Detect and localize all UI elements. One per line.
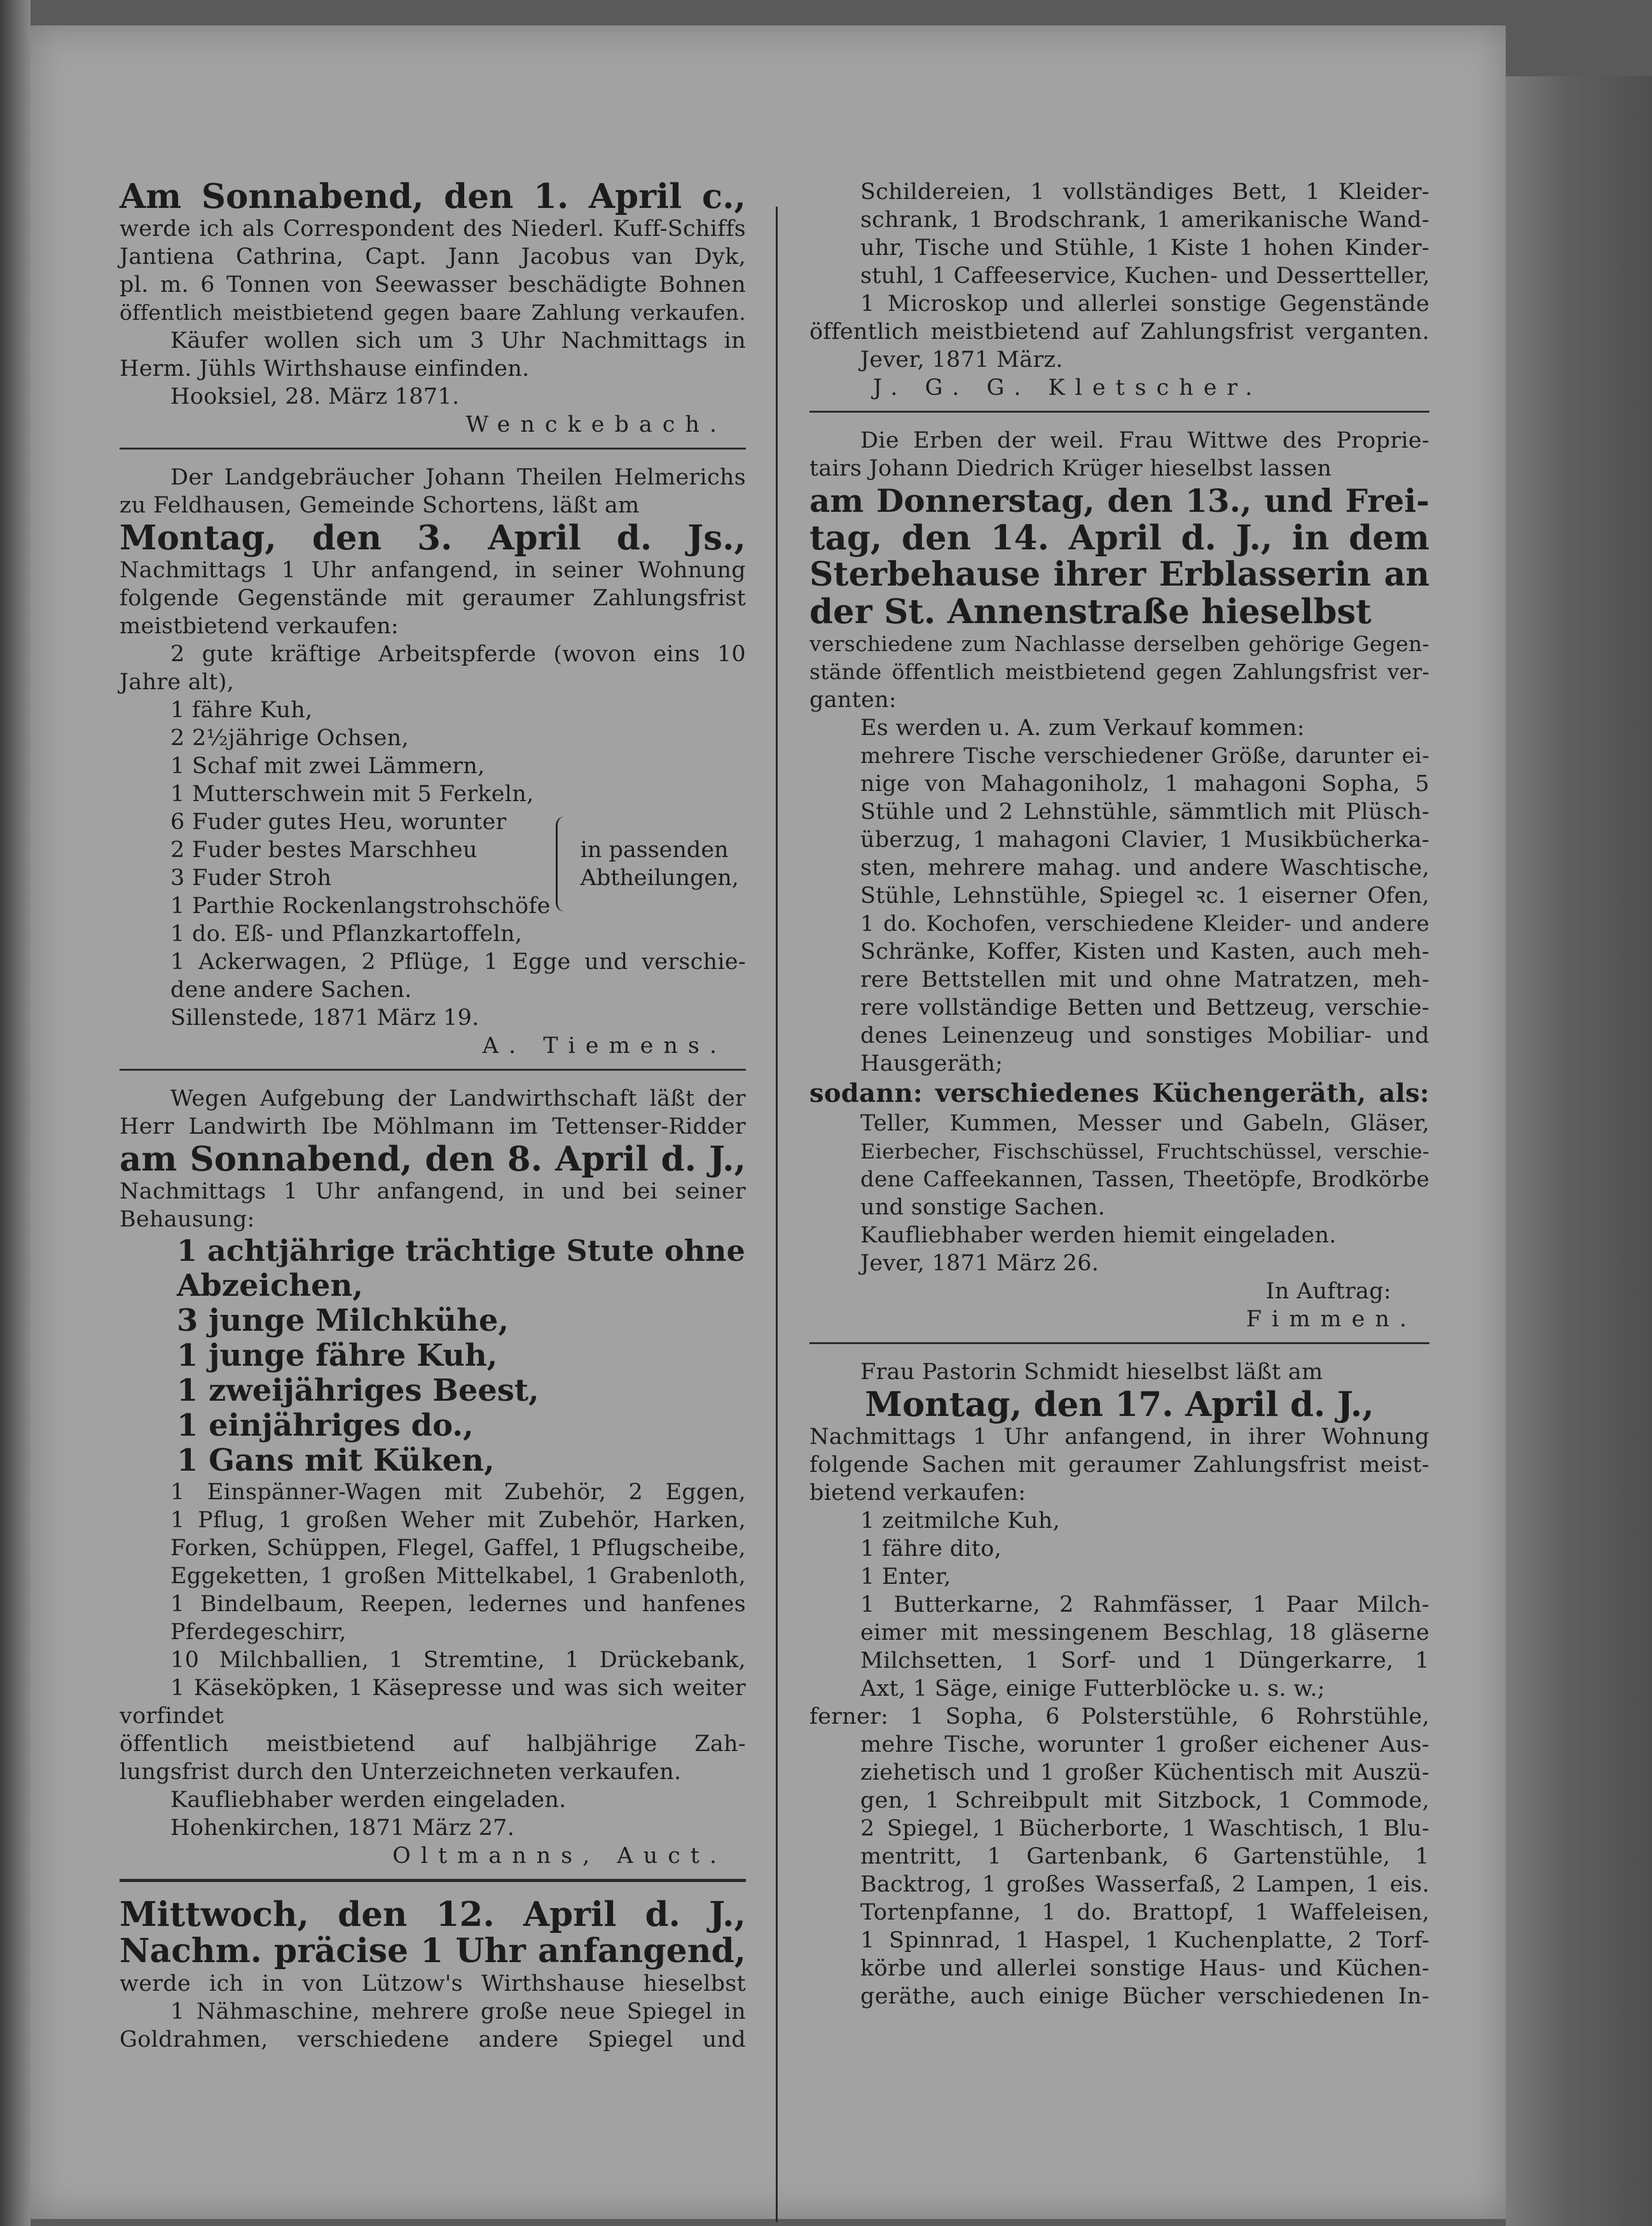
list-item: eimer mit messingenem Beschlag, 18 gläserne	[860, 1620, 1429, 1645]
ad-april-3	[120, 464, 746, 1071]
place-date: Sillenstede, 1871 März 19.	[170, 1005, 479, 1031]
list-item: 1 do. Eß- und Pflanzkartoffeln,	[170, 921, 523, 947]
signature: Oltmanns, Auct.	[392, 1843, 727, 1869]
text-line: uhr, Tische und Stühle, 1 Kiste 1 hohen Kinder-	[860, 235, 1429, 261]
list-item: rere vollständige Betten und Bettzeug, verschie-	[860, 995, 1429, 1020]
left-column	[120, 178, 746, 2054]
ad-headline: Am Sonnabend, den 1. April c.,	[120, 177, 746, 216]
list-item: 6 Fuder gutes Heu, worunter	[170, 809, 507, 835]
text-line: 1 Microskop und allerlei sonstige Gegenstände	[860, 291, 1429, 317]
list-item: und sonstige Sachen.	[860, 1195, 1106, 1220]
text-line: Der Landgebräucher Johann Theilen Helmerichs	[170, 465, 746, 490]
place-date: Jever, 1871 März 26.	[860, 1251, 1099, 1276]
list-item: 1 do. Kochofen, verschiedene Kleider- und andere	[860, 911, 1429, 937]
bold-item: 1 Gans mit Küken,	[177, 1443, 495, 1478]
text-line: folgende Sachen mit geraumer Zahlungsfrist meist-	[809, 1452, 1429, 1478]
list-item: Pferdegeschirr,	[170, 1619, 347, 1645]
list-item: Milchsetten, 1 Sorf- und 1 Düngerkarre, 1	[860, 1648, 1429, 1673]
page-edge	[1506, 76, 1652, 2226]
text-line: werde ich in von Lützow's Wirthshause hieselbst	[120, 1971, 746, 1996]
list-item: 1 Enter,	[860, 1564, 951, 1590]
list-item: 1 Käseköpken, 1 Käsepresse und was sich weiter	[170, 1675, 746, 1701]
bold-item: Abzeichen,	[177, 1268, 364, 1303]
list-item: 1 Ackerwagen, 2 Pflüge, 1 Egge und verschie-	[170, 949, 746, 975]
text-line: Es werden u. A. zum Verkauf kommen:	[860, 715, 1305, 741]
text-line: tairs Johann Diedrich Krüger hieselbst lassen	[809, 456, 1332, 481]
brace-note: Abtheilungen,	[580, 865, 739, 891]
bold-item: 1 zweijähriges Beest,	[177, 1373, 539, 1408]
ad-headline: Montag, den 3. April d. Js.,	[120, 518, 746, 558]
column-divider	[776, 207, 778, 2222]
ad-headline: am Sonnabend, den 8. April d. J.,	[120, 1139, 746, 1179]
ad-separator	[120, 448, 746, 450]
list-item: dene andere Sachen.	[170, 977, 412, 1003]
text-line: Jantiena Cathrina, Capt. Jann Jacobus van Dyk,	[120, 244, 746, 270]
text-line: Behausung:	[120, 1207, 255, 1232]
place-date: Hooksiel, 28. März 1871.	[170, 384, 460, 409]
list-item: 1 Bindelbaum, Reepen, ledernes und hanfenes	[170, 1591, 746, 1617]
list-item: Stühle und 2 Lehnstühle, sämmtlich mit Plüsch-	[860, 799, 1429, 825]
text-line: Nachmittags 1 Uhr anfangend, in ihrer Wohnung	[809, 1424, 1429, 1450]
text-line: Wegen Aufgebung der Landwirthschaft läßt der	[170, 1086, 746, 1111]
text-line: folgende Gegenstände mit geraumer Zahlungsfrist	[120, 586, 746, 611]
place-date: Jever, 1871 März.	[860, 347, 1063, 373]
list-item: Schränke, Koffer, Kisten und Kasten, auch meh-	[860, 939, 1429, 965]
list-item: 1 fähre Kuh,	[170, 697, 313, 723]
text-line: Herm. Jühls Wirthshause einfinden.	[120, 356, 530, 381]
list-item: 2 gute kräftige Arbeitspferde (wovon eins 10	[170, 642, 746, 667]
list-item: 2 Fuder bestes Marschheu	[170, 837, 478, 863]
text-line: schrank, 1 Brodschrank, 1 amerikanische Wand-	[860, 207, 1429, 233]
text-line: Nachmittags 1 Uhr anfangend, in seiner Wohnung	[120, 558, 746, 583]
ad-april-8	[120, 1085, 746, 1882]
ad-headline: Mittwoch, den 12. April d. J.,	[120, 1895, 746, 1934]
ad-separator	[120, 1069, 746, 1071]
list-item: 10 Milchballien, 1 Stremtine, 1 Drückebank,	[170, 1647, 746, 1673]
list-item: 2 Spiegel, 1 Bücherborte, 1 Waschtisch, 1 Blu-	[860, 1816, 1429, 1841]
list-item: sten, mehrere mahag. und andere Waschtische,	[860, 855, 1429, 881]
ad-headline: am Donnerstag, den 13., und Frei-	[809, 482, 1429, 519]
ad-april-13-14	[809, 427, 1429, 1344]
text-line: Die Erben der weil. Frau Wittwe des Proprie-	[860, 428, 1429, 453]
list-item: 1 Butterkarne, 2 Rahmfässer, 1 Paar Milch-	[860, 1592, 1429, 1618]
text-line: meistbietend verkaufen:	[120, 614, 399, 639]
list-item: 1 zeitmilche Kuh,	[860, 1508, 1061, 1534]
text-line: öffentlich meistbietend auf halbjährige Zah-	[120, 1731, 746, 1757]
text-line: Nachmittags 1 Uhr anfangend, in und bei seiner	[120, 1179, 746, 1204]
text-line: Schildereien, 1 vollständiges Bett, 1 Kleider-	[860, 179, 1429, 205]
subhead: sodann: verschiedenes Küchengeräth, als:	[809, 1078, 1429, 1108]
text-line: pl. m. 6 Tonnen von Seewasser beschädigte Bohnen	[120, 272, 746, 298]
ad-headline: Montag, den 17. April d. J.,	[865, 1385, 1374, 1424]
list-item: vorfindet	[120, 1703, 224, 1729]
text-line: öffentlich meistbietend auf Zahlungsfrist verganten.	[809, 319, 1429, 345]
braced-group	[120, 808, 746, 920]
text-line: öffentlich meistbietend gegen baare Zahlung verkaufen.	[120, 300, 746, 325]
list-item: ziehetisch und 1 großer Küchentisch mit Auszü-	[860, 1760, 1429, 1785]
list-item: Jahre alt),	[120, 670, 235, 695]
list-item: 1 fähre dito,	[860, 1536, 1002, 1562]
bold-item: 1 achtjährige trächtige Stute ohne	[177, 1233, 745, 1268]
list-item: mehre Tische, worunter 1 großer eichener Aus-	[860, 1732, 1429, 1757]
list-item: mehrere Tische verschiedener Größe, darunter ei-	[860, 743, 1429, 769]
text-line: stände öffentlich meistbietend gegen Zahlungsfrist ver-	[809, 659, 1429, 684]
list-item: dene Caffeekannen, Tassen, Theetöpfe, Brodkörbe	[860, 1167, 1429, 1192]
list-item: gen, 1 Schreibpult mit Sitzbock, 1 Commode,	[860, 1788, 1429, 1813]
book-spine	[0, 0, 31, 2226]
list-item: Eggeketten, 1 großen Mittelkabel, 1 Grabenloth,	[170, 1563, 746, 1589]
ad-april-17	[809, 1358, 1429, 2010]
ad-separator	[809, 411, 1429, 413]
ad-headline: Sterbehause ihrer Erblasserin an	[809, 555, 1429, 594]
signature: A. Tiemens.	[482, 1033, 727, 1059]
list-item: Backtrog, 1 großes Wasserfaß, 2 Lampen, 1 eis.	[860, 1872, 1429, 1897]
text-line: 1 Nähmaschine, mehrere große neue Spiegel in	[170, 1999, 746, 2024]
list-item: 1 Spinnrad, 1 Haspel, 1 Kuchenplatte, 2 Torf-	[860, 1928, 1429, 1953]
ad-april-1	[120, 178, 746, 450]
signature: Fimmen.	[1246, 1307, 1417, 1332]
text-line: zu Feldhausen, Gemeinde Schortens, läßt am	[120, 493, 640, 518]
list-item: 1 Mutterschwein mit 5 Ferkeln,	[170, 781, 534, 807]
sign-note: In Auftrag:	[1265, 1279, 1391, 1304]
list-item: Hausgeräth;	[860, 1051, 1003, 1076]
text-line: Kaufliebhaber werden eingeladen.	[170, 1787, 567, 1813]
list-item: 1 Parthie Rockenlangstrohschöfe	[170, 893, 551, 919]
list-item: 1 Schaf mit zwei Lämmern,	[170, 753, 485, 779]
ad-headline: Nachm. präcise 1 Uhr anfangend,	[120, 1932, 746, 1970]
text-line: Goldrahmen, verschiedene andere Spiegel und	[120, 2027, 746, 2052]
bold-item: 1 einjähriges do.,	[177, 1408, 474, 1443]
list-item: ferner: 1 Sopha, 6 Polsterstühle, 6 Rohrstühle,	[809, 1704, 1429, 1729]
text-line: lungsfrist durch den Unterzeichneten verkaufen.	[120, 1759, 682, 1785]
list-item: 1 Pflug, 1 großen Weher mit Zubehör, Harken,	[170, 1508, 746, 1533]
list-item: Teller, Kummen, Messer und Gabeln, Gläser,	[860, 1111, 1429, 1136]
list-item: 2 2½jährige Ochsen,	[170, 725, 409, 751]
ad-separator	[809, 1342, 1429, 1344]
signature: Wenckebach.	[465, 412, 727, 437]
list-item: Axt, 1 Säge, einige Futterblöcke u. s. w.;	[860, 1676, 1325, 1701]
text-line: bietend verkaufen:	[809, 1480, 1026, 1506]
text-line: verschiedene zum Nachlasse derselben gehörige Gegen-	[809, 631, 1429, 656]
newspaper-page	[31, 25, 1506, 2219]
curly-brace	[556, 816, 567, 912]
text-line: Herr Landwirth Ibe Möhlmann im Tettenser-Ridder	[120, 1114, 746, 1139]
text-line: Käufer wollen sich um 3 Uhr Nachmittags in	[170, 328, 746, 354]
list-item: körbe und allerlei sonstige Haus- und Küchen-	[860, 1956, 1429, 1981]
ad-separator	[120, 1879, 746, 1882]
list-item: Stühle, Lehnstühle, Spiegel ꝛc. 1 eiserner Ofen,	[860, 883, 1429, 909]
ad-headline: der St. Annenstraße hieselbst	[809, 592, 1372, 631]
list-item: denes Leinenzeug und sonstiges Mobiliar- und	[860, 1023, 1429, 1048]
list-item: geräthe, auch einige Bücher verschiedenen In-	[860, 1984, 1429, 2009]
list-item: 1 Einspänner-Wagen mit Zubehör, 2 Eggen,	[170, 1480, 746, 1505]
text-line: Frau Pastorin Schmidt hieselbst läßt am	[860, 1359, 1323, 1385]
text-line: ganten:	[809, 687, 897, 713]
text-line: werde ich als Correspondent des Niederl. Kuff-Schiffs	[120, 216, 746, 242]
list-item: mentritt, 1 Gartenbank, 6 Gartenstühle, 1	[860, 1844, 1429, 1869]
list-item: überzug, 1 mahagoni Clavier, 1 Musikbücherka-	[860, 827, 1429, 853]
list-item: rere Bettstellen mit und ohne Matratzen, meh-	[860, 967, 1429, 993]
right-column	[809, 178, 1429, 2010]
place-date: Hohenkirchen, 1871 März 27.	[170, 1815, 515, 1841]
signature: J. G. G. Kletscher.	[873, 375, 1263, 401]
brace-note: in passenden	[580, 837, 729, 863]
list-item: Eierbecher, Fischschüssel, Fruchtschüssel, verschie-	[860, 1139, 1429, 1164]
ad-headline: tag, den 14. April d. J., in dem	[809, 518, 1429, 558]
bold-item: 3 junge Milchkühe,	[177, 1303, 509, 1338]
list-item: Tortenpfanne, 1 do. Brattopf, 1 Waffeleisen,	[860, 1900, 1429, 1925]
text-line: Kaufliebhaber werden hiemit eingeladen.	[860, 1223, 1337, 1248]
ad-kletscher	[809, 178, 1429, 413]
text-line: stuhl, 1 Caffeeservice, Kuchen- und Dessertteller,	[860, 263, 1430, 289]
list-item: Forken, Schüppen, Flegel, Gaffel, 1 Pflugscheibe,	[170, 1536, 746, 1561]
ad-april-12	[120, 1896, 746, 2054]
list-item: nige von Mahagoniholz, 1 mahagoni Sopha, 5	[860, 771, 1429, 797]
list-item: 3 Fuder Stroh	[170, 865, 332, 891]
bold-item: 1 junge fähre Kuh,	[177, 1338, 498, 1373]
